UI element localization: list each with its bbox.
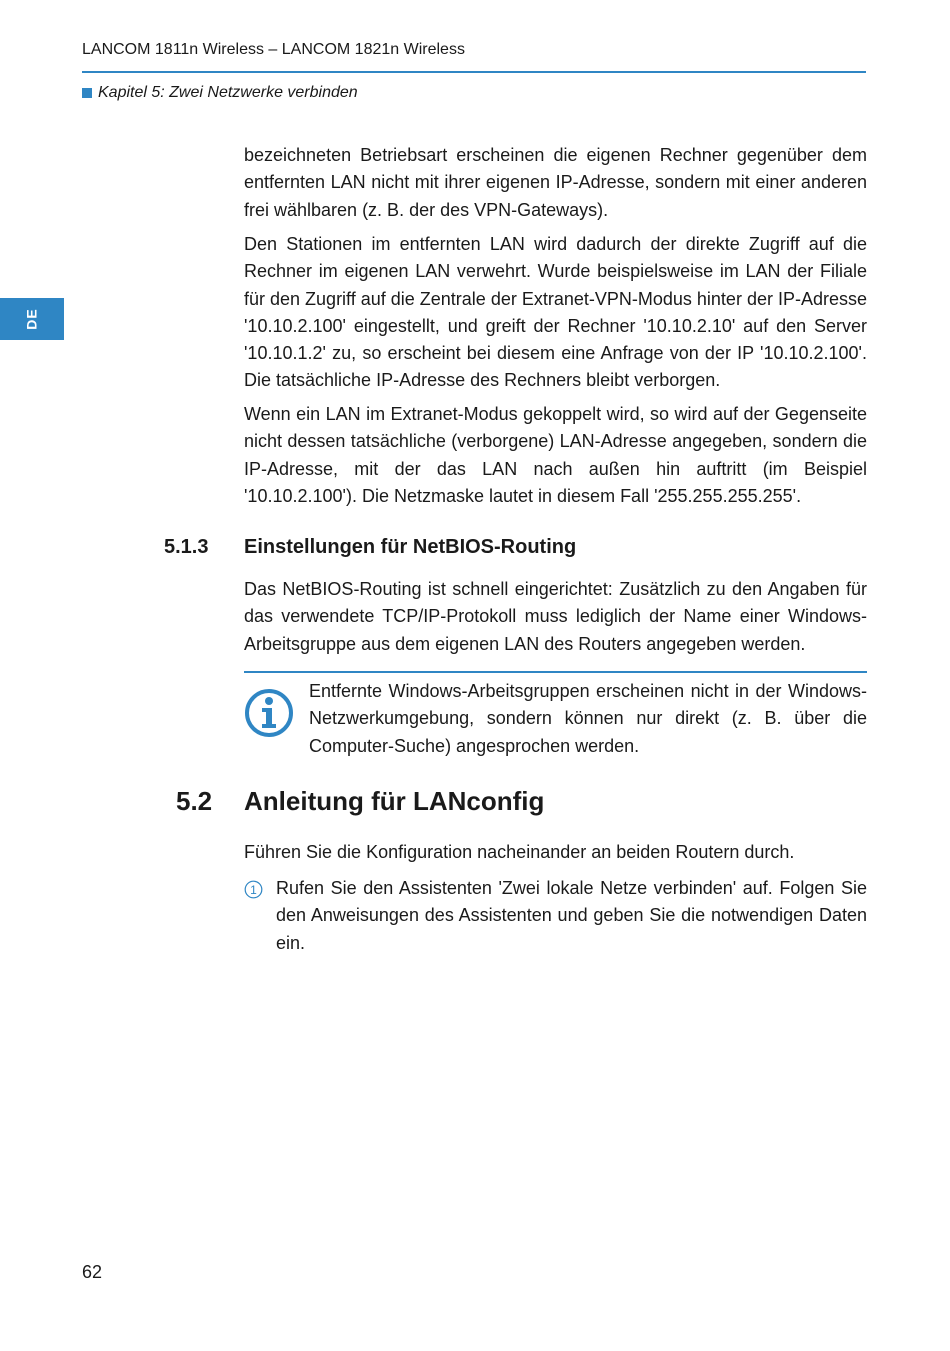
chapter-square-icon (82, 88, 92, 98)
step-marker-label: 1 (250, 883, 257, 897)
paragraph-1-block (244, 142, 867, 224)
paragraph-3-block (244, 401, 867, 510)
note-text: Entfernte Windows-Arbeitsgruppen erscheinen nicht in der Windows-Netzwerkumgebung, sondern können nur direkt (z. B. über die Computer-Suche) angesprochen werden. (309, 681, 867, 756)
step-number-icon (244, 880, 263, 899)
section-5-1-3-text-block (244, 576, 867, 658)
paragraph: bezeichneten Betriebsart erscheinen die eigenen Rechner gegenüber dem entfernten LAN nicht mit ihrer eigenen IP-Adresse, sondern mit einer anderen frei wählbaren (z. B. der des VPN-Gateways). (244, 145, 867, 220)
info-icon (244, 688, 294, 738)
header-rule (82, 71, 866, 73)
paragraph-2-block (244, 231, 867, 395)
paragraph: Das NetBIOS-Routing ist schnell eingerichtet: Zusätzlich zu den Angaben für das verwendete TCP/IP-Protokoll muss lediglich der Name einer Windows-Arbeitsgruppe aus dem eigenen LAN des Routers angegeben werden. (244, 579, 867, 654)
page-number: 62 (82, 1262, 103, 1282)
running-header-title: LANCOM 1811n Wireless – LANCOM 1821n Wireless (82, 41, 465, 58)
language-tab (0, 298, 64, 340)
section-5-2-heading (176, 786, 896, 817)
section-number: 5.2 (176, 786, 213, 816)
note-rule (244, 671, 867, 673)
section-number: 5.1.3 (164, 536, 209, 558)
step-1-text: Rufen Sie den Assistenten 'Zwei lokale Netze verbinden' auf. Folgen Sie den Anweisungen des Assistenten und geben Sie die notwendigen Daten ein. (276, 878, 867, 953)
chapter-label: Kapitel 5: Zwei Netzwerke verbinden (98, 84, 358, 101)
section-title: Einstellungen für NetBIOS-Routing (244, 536, 577, 558)
section-5-1-3-heading (164, 536, 884, 559)
chapter-line (82, 84, 358, 102)
paragraph: Den Stationen im entfernten LAN wird dadurch der direkte Zugriff auf die Rechner im eigenen LAN verwehrt. Wurde beispielsweise im LAN der Filiale für den Zugriff auf die Zentrale der Extranet-VPN-Modus hinter der IP-Adresse '10.10.2.100' eingestellt, und greift der Rechner '10.10.2.10' auf den Server '10.10.1.2' zu, so erscheint bei diesem eine Anfrage von der IP '10.10.2.100'. Die tatsächliche IP-Adresse des Rechners bleibt verborgen. (244, 234, 867, 391)
language-tab-label: DE (23, 308, 40, 330)
section-title: Anleitung für LANconfig (244, 786, 545, 816)
paragraph: Wenn ein LAN im Extranet-Modus gekoppelt wird, so wird auf der Gegenseite nicht dessen tatsächliche (verborgene) LAN-Adresse angegeben, sondern die IP-Adresse, mit der das LAN nach außen hin auftritt (im Beispiel '10.10.2.100'). Die Netzmaske lautet in diesem Fall '255.255.255.255'. (244, 404, 867, 506)
section-5-2-intro: Führen Sie die Konfiguration nacheinander an beiden Routern durch. (244, 842, 795, 862)
